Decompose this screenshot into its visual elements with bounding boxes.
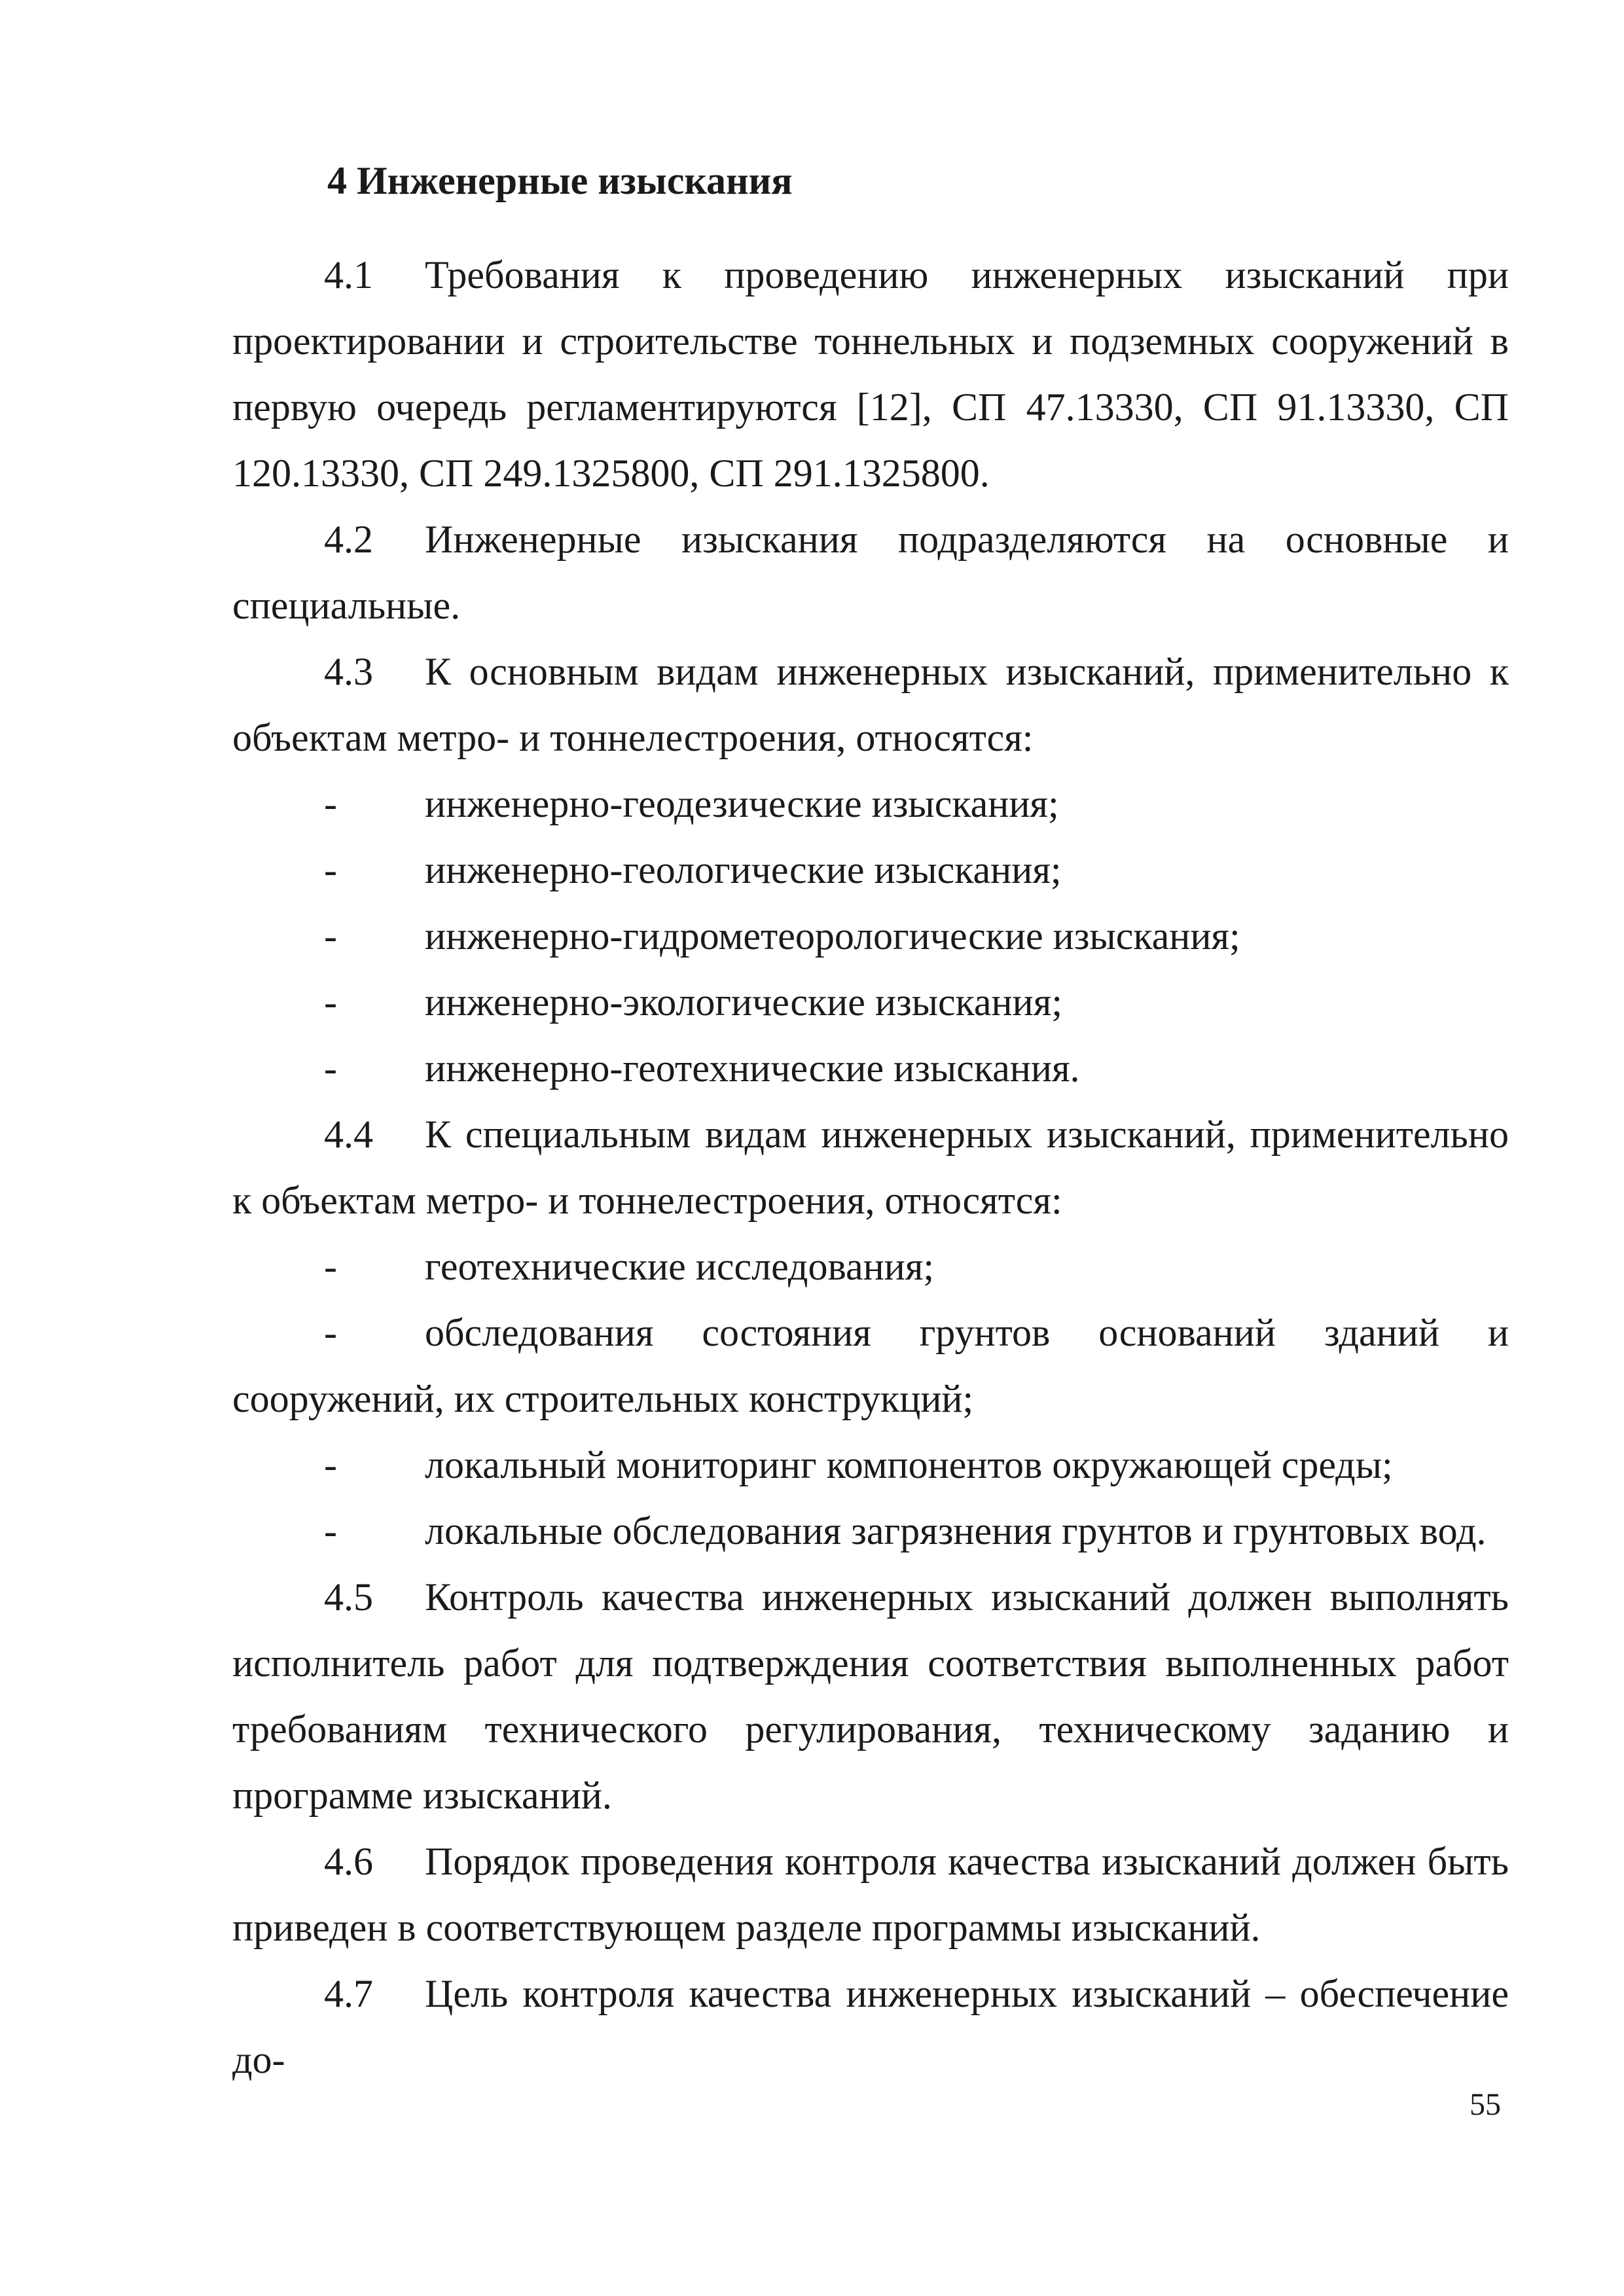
list-item-text: локальный мониторинг компонентов окружающей среды;	[425, 1443, 1393, 1486]
list-item-text: локальные обследования загрязнения грунтов и грунтовых вод.	[425, 1509, 1487, 1552]
list-item	[232, 903, 1509, 969]
paragraph-number: 4.6	[324, 1840, 373, 1883]
list-item	[232, 1432, 1509, 1498]
paragraph-4-1	[232, 242, 1509, 507]
list-item-text: инженерно-геодезические изыскания;	[425, 782, 1059, 825]
paragraph-text: Контроль качества инженерных изысканий должен выполнять исполнитель работ для подтверждения соответствия выполненных работ требованиям технического регулирования, техническому заданию и программе изысканий.	[232, 1575, 1509, 1817]
list-item	[232, 1234, 1509, 1300]
list-item	[232, 771, 1509, 837]
dash-bullet: -	[324, 782, 337, 825]
list-item	[232, 1498, 1509, 1564]
dash-bullet: -	[324, 914, 337, 958]
paragraph-text: К основным видам инженерных изысканий, применительно к объектам метро- и тоннелестроения, относятся:	[232, 650, 1509, 759]
dash-bullet: -	[324, 848, 337, 891]
paragraph-text: К специальным видам инженерных изысканий, применительно к объектам метро- и тоннелестроения, относятся:	[232, 1113, 1509, 1222]
paragraph-text: Порядок проведения контроля качества изысканий должен быть приведен в соответствующем разделе программы изысканий.	[232, 1840, 1509, 1949]
paragraph-number: 4.5	[324, 1575, 373, 1619]
paragraph-number: 4.7	[324, 1972, 373, 2015]
dash-bullet: -	[324, 980, 337, 1024]
list-item	[232, 1035, 1509, 1102]
list-item	[232, 837, 1509, 903]
paragraph-number: 4.3	[324, 650, 373, 693]
paragraph-4-7	[232, 1961, 1509, 2093]
paragraph-text: Инженерные изыскания подразделяются на основные и специальные.	[232, 518, 1509, 627]
dash-bullet: -	[324, 1047, 337, 1090]
paragraph-4-3	[232, 639, 1509, 771]
list-item	[232, 969, 1509, 1035]
paragraph-text: Цель контроля качества инженерных изысканий – обеспечение до-	[232, 1972, 1509, 2081]
list-item-text: инженерно-геологические изыскания;	[425, 848, 1062, 891]
paragraph-number: 4.2	[324, 518, 373, 561]
paragraph-number: 4.1	[324, 253, 373, 296]
paragraph-4-6	[232, 1829, 1509, 1961]
paragraph-4-4	[232, 1102, 1509, 1234]
paragraph-number: 4.4	[324, 1113, 373, 1156]
paragraph-4-2	[232, 507, 1509, 639]
list-item-text: инженерно-гидрометеорологические изыскания;	[425, 914, 1240, 958]
paragraph-text: Требования к проведению инженерных изысканий при проектировании и строительстве тоннельных и подземных сооружений в первую очередь регламентируются [12], СП 47.13330, СП 91.13330, СП 120.13330, СП 249.1325800, СП 291.1325800.	[232, 253, 1509, 495]
dash-bullet: -	[324, 1311, 337, 1354]
dash-bullet: -	[324, 1443, 337, 1486]
section-body	[232, 242, 1509, 2093]
section-heading: 4 Инженерные изыскания	[327, 159, 793, 202]
paragraph-4-5	[232, 1564, 1509, 1829]
list-item-text: геотехнические исследования;	[425, 1245, 935, 1288]
list-item-text: инженерно-экологические изыскания;	[425, 980, 1063, 1024]
dash-bullet: -	[324, 1509, 337, 1552]
list-item	[232, 1300, 1509, 1432]
list-item-text: инженерно-геотехнические изыскания.	[425, 1047, 1080, 1090]
page-number: 55	[1470, 2087, 1501, 2122]
dash-bullet: -	[324, 1245, 337, 1288]
list-item-text: обследования состояния грунтов оснований зданий и сооружений, их строительных конструкций;	[232, 1311, 1509, 1420]
